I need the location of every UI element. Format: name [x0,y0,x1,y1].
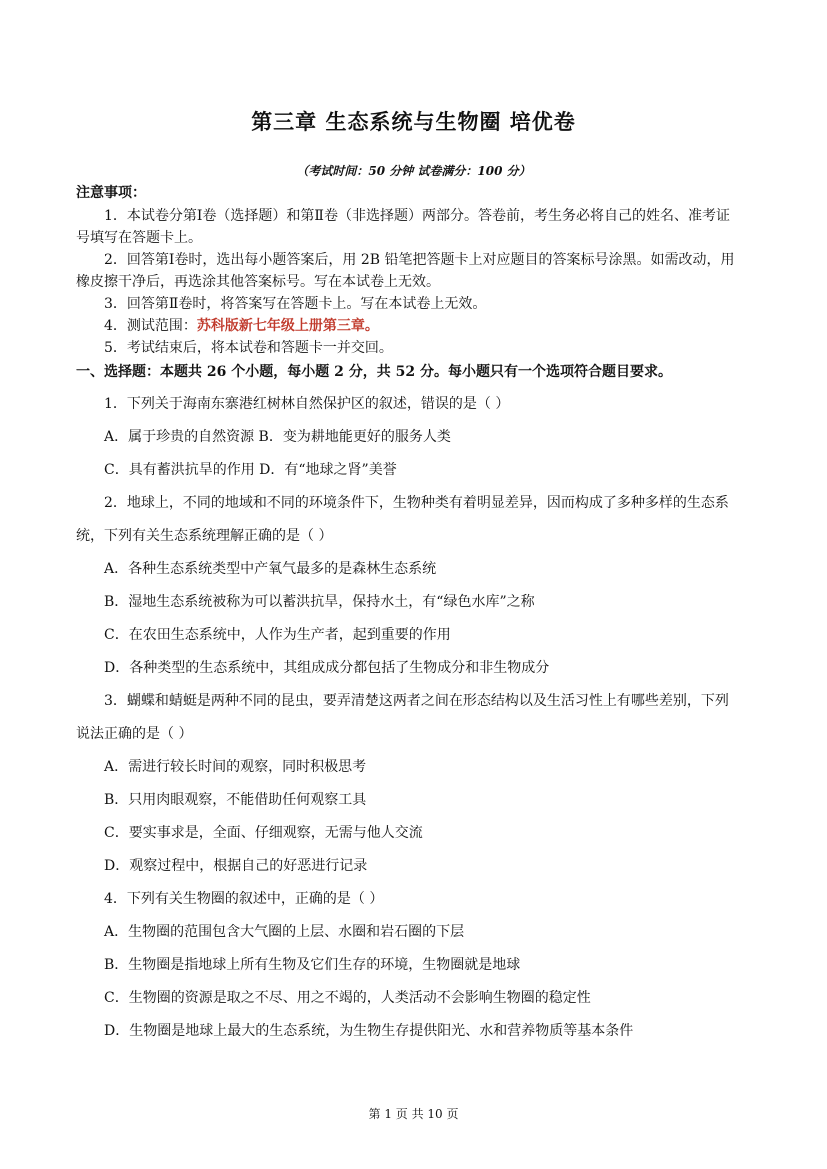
page-footer: 第 1 页 共 10 页 [368,1107,459,1121]
question-2-stem-1: 2．地球上，不同的地域和不同的环境条件下，生物种类有着明显差异，因而构成了多种多样的生态系 [104,495,729,511]
note-4 [104,316,379,336]
question-1-stem: 1．下列关于海南东寨港红树林自然保护区的叙述，错误的是（ ） [104,396,510,412]
question-3-option-c: C．要实事求是，全面、仔细观察，无需与他人交流 [104,825,423,841]
note-2-line-2: 橡皮擦干净后，再选涂其他答案标号。写在本试卷上无效。 [76,274,440,290]
note-2-line-1: 2．回答第Ⅰ卷时，选出每小题答案后，用 2B 铅笔把答题卡上对应题目的答案标号涂黑。如需改动，用 [104,252,735,268]
question-2-option-b: B．湿地生态系统被称为可以蓄洪抗旱，保持水土，有“绿色水库”之称 [104,594,535,610]
page-title: 第三章 生态系统与生物圈 培优卷 [251,110,576,134]
question-2-option-d: D．各种类型的生态系统中，其组成成分都包括了生物成分和非生物成分 [104,660,550,676]
question-4-option-b: B．生物圈是指地球上所有生物及它们生存的环境，生物圈就是地球 [104,957,521,973]
question-3-option-b: B．只用肉眼观察，不能借助任何观察工具 [104,792,367,808]
question-1-options-ab: A．属于珍贵的自然资源 B．变为耕地能更好的服务人类 [104,429,451,445]
notes-heading: 注意事项： [76,185,146,201]
question-1-options-cd: C．具有蓄洪抗旱的作用 D．有“地球之肾”美誉 [104,462,397,478]
question-2-stem-2: 统，下列有关生态系统理解正确的是（ ） [76,528,333,544]
question-4-option-d: D．生物圈是地球上最大的生态系统，为生物生存提供阳光、水和营养物质等基本条件 [104,1023,634,1039]
question-4-stem: 4．下列有关生物圈的叙述中，正确的是（ ） [104,891,384,907]
question-3-option-a: A．需进行较长时间的观察，同时积极思考 [104,759,367,775]
note-1-line-2: 号填写在答题卡上。 [76,230,202,246]
question-4-option-c: C．生物圈的资源是取之不尽、用之不竭的，人类活动不会影响生物圈的稳定性 [104,990,591,1006]
note-4-prefix: 4．测试范围： [104,318,197,334]
note-4-scope: 苏科版新七年级上册第三章。 [196,318,379,334]
question-3-stem-2: 说法正确的是（ ） [76,726,193,742]
note-5: 5．考试结束后，将本试卷和答题卡一并交回。 [104,340,393,356]
question-4-option-a: A．生物圈的范围包含大气圈的上层、水圈和岩石圈的下层 [104,924,465,940]
note-1-line-1: 1．本试卷分第Ⅰ卷（选择题）和第Ⅱ卷（非选择题）两部分。答卷前，考生务必将自己的姓名、准考证 [104,208,730,224]
section-1-heading: 一、选择题：本题共 26 个小题，每小题 2 分，共 52 分。每小题只有一个选项符合题目要求。 [76,364,672,380]
exam-info: （考试时间：50 分钟 试卷满分：100 分） [296,164,531,178]
question-2-option-a: A．各种生态系统类型中产氧气最多的是森林生态系统 [104,561,437,577]
question-3-stem-1: 3．蝴蝶和蜻蜓是两种不同的昆虫，要弄清楚这两者之间在形态结构以及生活习性上有哪些差别，下列 [104,693,729,709]
question-3-option-d: D．观察过程中，根据自己的好恶进行记录 [104,858,368,874]
question-2-option-c: C．在农田生态系统中，人作为生产者，起到重要的作用 [104,627,451,643]
note-3: 3．回答第Ⅱ卷时，将答案写在答题卡上。写在本试卷上无效。 [104,296,487,312]
